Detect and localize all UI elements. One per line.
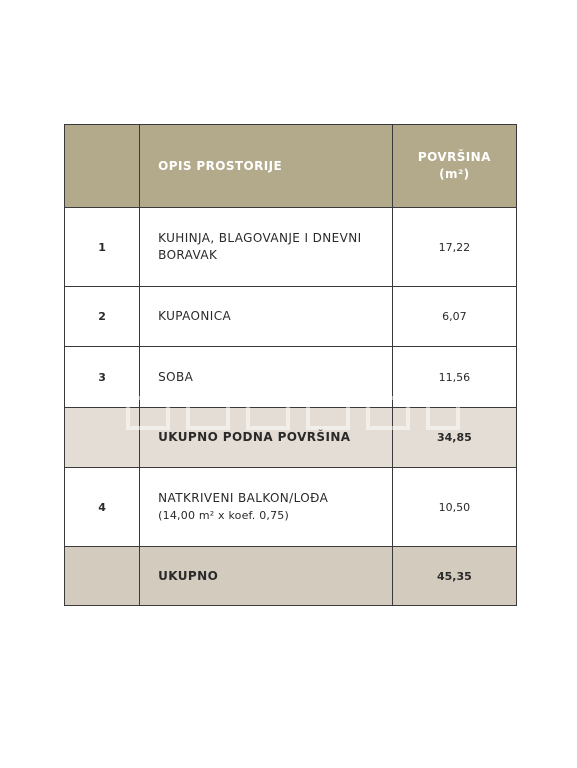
row-number: 2 — [65, 287, 140, 347]
subtotal-row — [65, 408, 517, 468]
subtotal-area: 34,85 — [392, 408, 516, 468]
room-area-table — [64, 124, 517, 606]
total-label: UKUPNO — [140, 547, 393, 606]
row-number: 3 — [65, 347, 140, 408]
table-row — [65, 468, 517, 547]
total-area: 45,35 — [392, 547, 516, 606]
total-row — [65, 547, 517, 606]
row-area: 6,07 — [392, 287, 516, 347]
row-number — [65, 408, 140, 468]
header-description: OPIS PROSTORIJE — [140, 125, 393, 208]
table-row — [65, 287, 517, 347]
table-row — [65, 347, 517, 408]
subtotal-label: UKUPNO PODNA POVRŠINA — [140, 408, 393, 468]
header-area-unit: (m²) — [439, 167, 470, 181]
header-area-label: POVRŠINA — [417, 150, 491, 164]
row-number: 4 — [65, 468, 140, 547]
row-description: NATKRIVENI BALKON/LOĐA — [158, 491, 329, 505]
row-number — [65, 547, 140, 606]
row-description: KUHINJA, BLAGOVANJE I DNEVNI BORAVAK — [140, 208, 393, 287]
row-area: 17,22 — [392, 208, 516, 287]
row-description-cell — [140, 468, 393, 547]
table-row — [65, 208, 517, 287]
row-area: 11,56 — [392, 347, 516, 408]
row-number: 1 — [65, 208, 140, 287]
row-description: SOBA — [140, 347, 393, 408]
header-area — [392, 125, 516, 208]
header-num-cell — [65, 125, 140, 208]
row-description: KUPAONICA — [140, 287, 393, 347]
row-area: 10,50 — [392, 468, 516, 547]
row-description-note: (14,00 m² x koef. 0,75) — [158, 509, 289, 522]
table-header-row — [65, 125, 517, 208]
